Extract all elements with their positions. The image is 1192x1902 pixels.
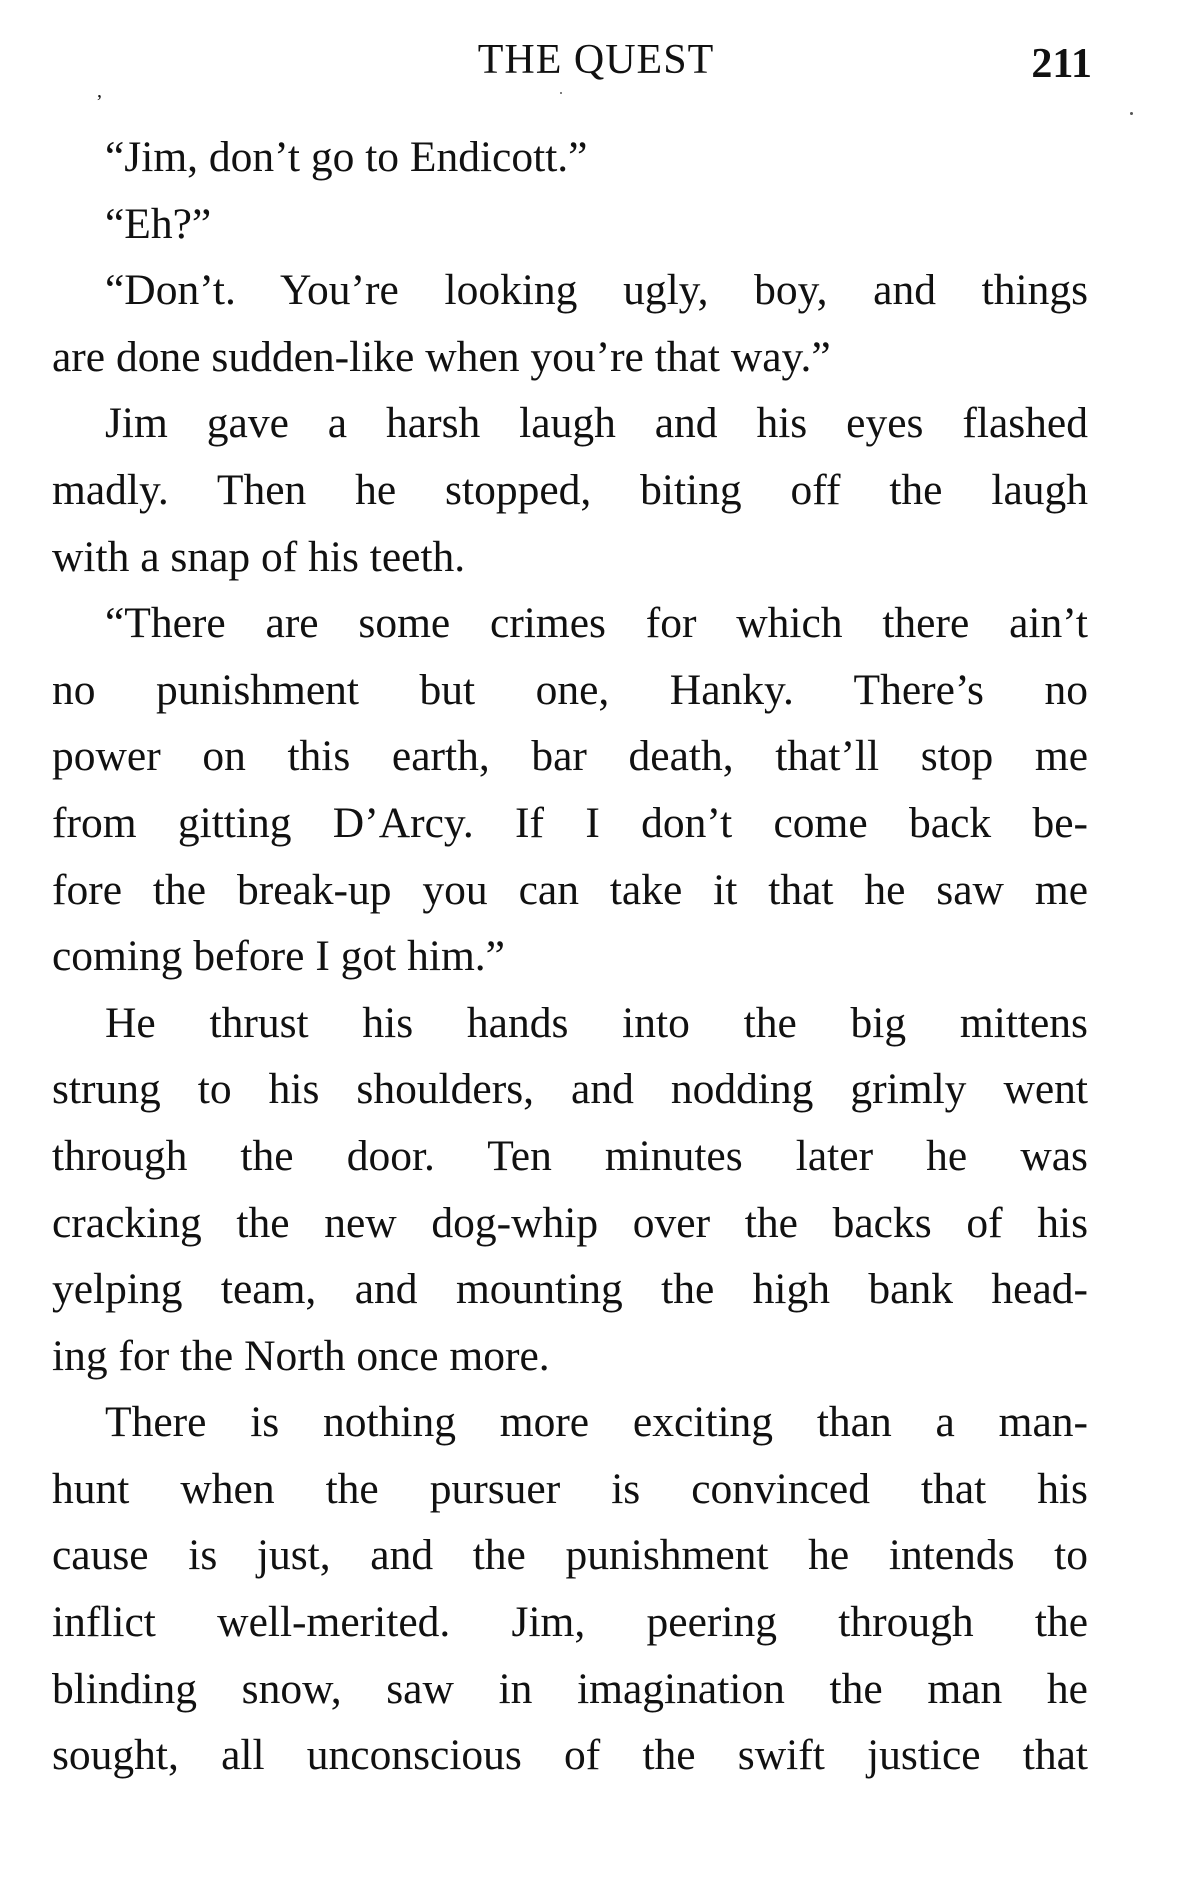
scan-speck (1130, 112, 1133, 115)
text-line: with a snap of his teeth. (52, 532, 466, 581)
text-line: “Eh?” (105, 199, 212, 248)
page-number: 211 (1031, 41, 1092, 87)
body-text (52, 124, 1088, 1789)
text-line: from gitting D’Arcy. If I don’t come back be- (52, 798, 1088, 847)
text-line: hunt when the pursuer is convinced that his (52, 1464, 1088, 1513)
text-line: sought, all unconscious of the swift justice that (52, 1731, 1088, 1780)
text-line: through the door. Ten minutes later he was (52, 1131, 1088, 1180)
text-line: power on this earth, bar death, that’ll stop me (52, 732, 1088, 781)
text-line: cracking the new dog-whip over the backs of his (52, 1198, 1088, 1247)
text-line: madly. Then he stopped, biting off the laugh (52, 465, 1088, 514)
page-header (0, 36, 1192, 102)
text-line: cause is just, and the punishment he intends to (52, 1531, 1088, 1580)
text-line: yelping team, and mounting the high bank head- (52, 1265, 1088, 1314)
text-line: blinding snow, saw in imagination the man he (52, 1664, 1088, 1713)
scan-speck (560, 92, 562, 94)
running-head: THE QUEST (477, 37, 715, 83)
text-line: “There are some crimes for which there ain’t (105, 599, 1088, 648)
text-line: inflict well-merited. Jim, peering through the (52, 1598, 1088, 1647)
text-line: ing for the North once more. (52, 1331, 550, 1380)
stray-mark: ‚ (96, 80, 103, 102)
text-line: He thrust his hands into the big mittens (105, 998, 1088, 1047)
text-line: “Don’t. You’re looking ugly, boy, and things (105, 266, 1088, 315)
text-line: strung to his shoulders, and nodding grimly went (52, 1065, 1088, 1114)
text-line: no punishment but one, Hanky. There’s no (52, 665, 1088, 714)
text-line: are done sudden-like when you’re that way.” (52, 332, 831, 381)
text-line: Jim gave a harsh laugh and his eyes flashed (105, 399, 1088, 448)
text-line: There is nothing more exciting than a man- (105, 1398, 1088, 1447)
text-line: fore the break-up you can take it that he saw me (52, 865, 1088, 914)
text-line: coming before I got him.” (52, 932, 505, 981)
text-line: “Jim, don’t go to Endicott.” (105, 133, 588, 181)
